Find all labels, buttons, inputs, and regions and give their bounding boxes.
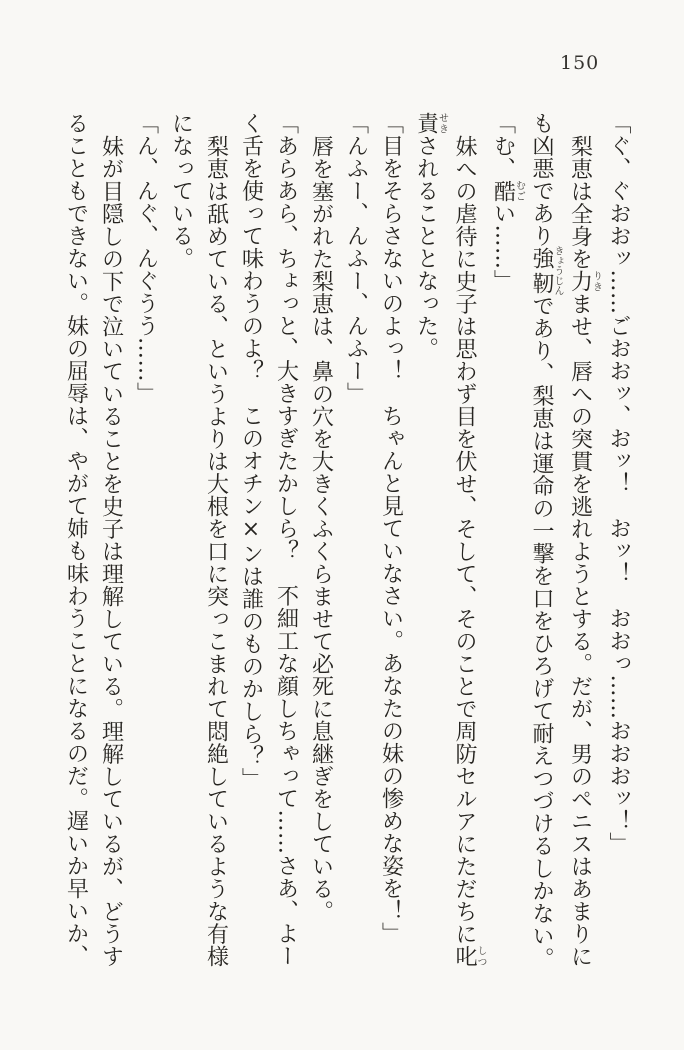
text-segment: い……」: [490, 202, 516, 292]
text-segment: 「んふー、んふー、んふー」: [343, 112, 369, 405]
text-line: [164, 112, 199, 994]
text-segment: 「あらあら、ちょっと、大きすぎたかしら？ 不細工な顔しちゃって……さあ、よー: [273, 112, 299, 967]
text-segment: 妹が目隠しの下で泣いていることを史子は理解している。理解しているが、どうす: [98, 135, 124, 968]
text-segment: であり、梨恵は運命の一撃を口をひろげて耐えつづけるしかない。: [529, 294, 554, 970]
furigana: しつ: [475, 945, 486, 968]
text-segment: ることもできない。妹の屈辱は、やがて姉も味わうことになるのだ。遅いか早いか、: [63, 112, 89, 967]
text-segment: 「ぐ、ぐおおッ……ごおおッ、おッ！ おッ！ おおっ……おおおッ！」: [606, 112, 631, 855]
text-line: [486, 112, 525, 994]
text-line: [374, 112, 409, 994]
ruby-annotated-text: 責せき: [413, 112, 448, 135]
text-line: [129, 112, 164, 994]
vertical-text-block: [59, 112, 637, 994]
text-segment: 「ん、んぐ、んぐうう……」: [133, 112, 159, 405]
text-segment: 梨恵は全身を: [567, 135, 593, 270]
text-segment: 梨恵は舐めている、というよりは大根を口に突っこまれて悶絶しているような有様: [203, 135, 229, 968]
text-line: [524, 112, 563, 994]
text-line: [601, 112, 636, 994]
text-segment: 妹への虐待に史子は思わず目を伏せ、そして、そのことで周防セルアにただちに: [452, 135, 477, 945]
text-line: [409, 112, 448, 994]
ruby-annotated-text: 叱しつ: [452, 945, 486, 968]
text-line: [304, 112, 339, 994]
ruby-annotated-text: 強靭きょうじん: [529, 245, 563, 296]
text-line: [447, 112, 486, 994]
text-segment: されることとなった。: [413, 134, 439, 360]
text-line: [94, 112, 129, 994]
text-line: [59, 112, 94, 994]
ruby-annotated-text: 酷むご: [490, 179, 525, 202]
text-line: [269, 112, 304, 994]
furigana: むご: [513, 179, 525, 202]
text-segment: 「む、: [490, 112, 516, 180]
text-segment: く舌を使って味わうのよ？ このオチン×ンは誰のものかしら？」: [238, 112, 264, 790]
text-segment: も凶悪であり: [529, 112, 554, 247]
ruby-annotated-text: 力りき: [567, 270, 602, 293]
page-number: 150: [560, 52, 600, 74]
text-line: [199, 112, 234, 994]
text-segment: ませ、唇への突貫を逃れようとする。だが、男のペニスはあまりに: [567, 292, 593, 968]
text-line: [234, 112, 269, 994]
text-segment: になっている。: [168, 112, 194, 270]
text-line: [563, 112, 602, 994]
text-segment: 唇を塞がれた梨恵は、鼻の穴を大きくふくらませて必死に息継ぎをしている。: [308, 135, 334, 923]
furigana: きょうじん: [552, 245, 563, 296]
furigana: りき: [590, 270, 602, 293]
furigana: せき: [436, 112, 448, 135]
text-segment: 「目をそらさないのよっ！ ちゃんと見ていなさい。あなたの妹の惨めな姿を！」: [378, 112, 404, 945]
text-line: [339, 112, 374, 994]
